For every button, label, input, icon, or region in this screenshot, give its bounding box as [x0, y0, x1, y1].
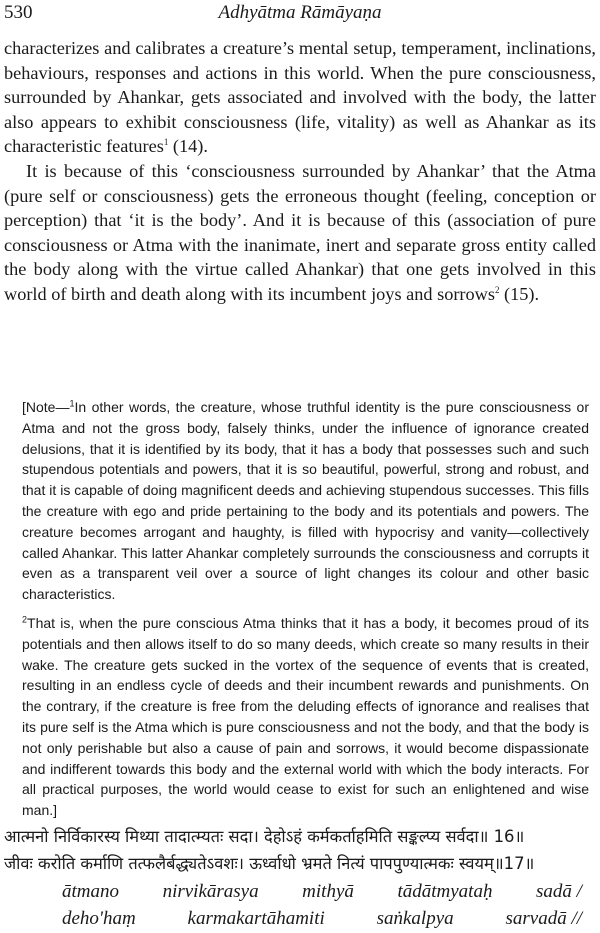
- note-2-marker: 2: [22, 614, 28, 625]
- main-text: [4, 36, 596, 307]
- translit-word: deho'haṃ: [62, 908, 136, 929]
- note-1-text: In other words, the creature, whose truthful identity is the pure consciousness or Atma and not the gross body, falsely thinks, under the influence of ignorance created delusions, that it is identified by its body, that it has a body that possesses such and such stupendous potentials and powers, that it is so beautiful, powerful, strong and robust, and that it is capable of doing magnificent deeds and achieving stupendous successes. This fills the creature with ego and pride pertaining to the body and its potentials and powers. The creature becomes arrogant and haughty, is filled with hypocrisy and vanity—collectively called Ahankar. This latter Ahankar completely surrounds the consciousness and corrupts it even as a transparent veil over a source of light changes its colour and other basic characteristics.: [22, 399, 589, 603]
- note-prefix: [Note—: [22, 399, 70, 415]
- note-2-text: That is, when the pure conscious Atma thinks that it has a body, it becomes proud of its potentials and then allows itself to do so many deeds, which create so many results in their wake. The creature gets sucked in the vortex of the sequence of events that is created, resulting in an endless cycle of deeds and their incumbent rewards and punishments. On the contrary, if the creature is free from the deluding effects of ignorance and realises that its pure self is the Atma which is pure consciousness and not the body, and that the body is not only perishable but also a cause of pain and sorrows, it would become dispassionate and indifferent towards this body and the external world with which the body interacts. For all practical purposes, the world would cease to exist for such an enlightened and wise man.]: [22, 614, 589, 819]
- translit-word: sarvadā //: [505, 908, 582, 929]
- page-header: [4, 2, 596, 26]
- page-number: 530: [4, 2, 33, 23]
- footnote-marker-1: 1: [163, 137, 169, 148]
- footnote-marker-2: 2: [494, 284, 500, 295]
- paragraph-2-text: It is because of this ‘consciousness surrounded by Ahankar’ that the Atma (pure self or consciousness) gets the erroneous thought (feeling, conception or perception) that ‘it is the body’. And it is because of this (association of pure consciousness or Atma with the inanimate, inert and separate gross entity called the body along with the virtue called Ahankar) that one gets involved in this world of birth and death along with its incumbent joys and sorrows: [4, 160, 596, 304]
- transliteration-line-2: [62, 905, 582, 932]
- verse-17: जीवः करोति कर्माणि तत्फलैर्बद्ध्यतेऽवशः। ऊर्ध्वाधो भ्रमते नित्यं पापपुण्यात्मकः स्वयम्॥17॥: [4, 854, 535, 873]
- verse-reference-15: (15).: [499, 283, 540, 304]
- paragraph-1: [4, 36, 596, 159]
- note-2: [22, 613, 589, 821]
- note-1-marker: 1: [69, 398, 75, 409]
- translit-word: ātmano: [62, 881, 119, 902]
- paragraph-2: [4, 159, 596, 307]
- translit-word: saṅkalpya: [376, 908, 454, 929]
- note-block: [22, 397, 589, 821]
- translit-word: mithyā: [302, 881, 354, 902]
- translit-word: karmakartāhamiti: [187, 908, 325, 929]
- paragraph-1-text: characterizes and calibrates a creature’s mental setup, temperament, inclinations, behaviours, responses and actions in this world. When the pure consciousness, surrounded by Ahankar, gets associated and involved with the body, the latter also appears to exhibit consciousness (life, vitality) as well as Ahankar as its characteristic features: [4, 38, 596, 157]
- translit-word: nirvikārasya: [162, 881, 259, 902]
- transliteration-line-1: [62, 878, 582, 905]
- verse-reference-14: (14).: [168, 136, 208, 157]
- translit-word: sadā /: [536, 881, 582, 902]
- verse-16: आत्मनो निर्विकारस्य मिथ्या तादात्म्यतः सदा। देहोऽहं कर्मकर्ताहमिति सङ्कल्प्य सर्वदा॥ 16॥: [4, 827, 525, 846]
- sanskrit-verses: [4, 823, 598, 877]
- transliteration: [62, 878, 582, 932]
- note-1: [22, 397, 589, 605]
- running-title: Adhyātma Rāmāyaṇa: [218, 2, 382, 23]
- translit-word: tādātmyataḥ: [397, 881, 493, 902]
